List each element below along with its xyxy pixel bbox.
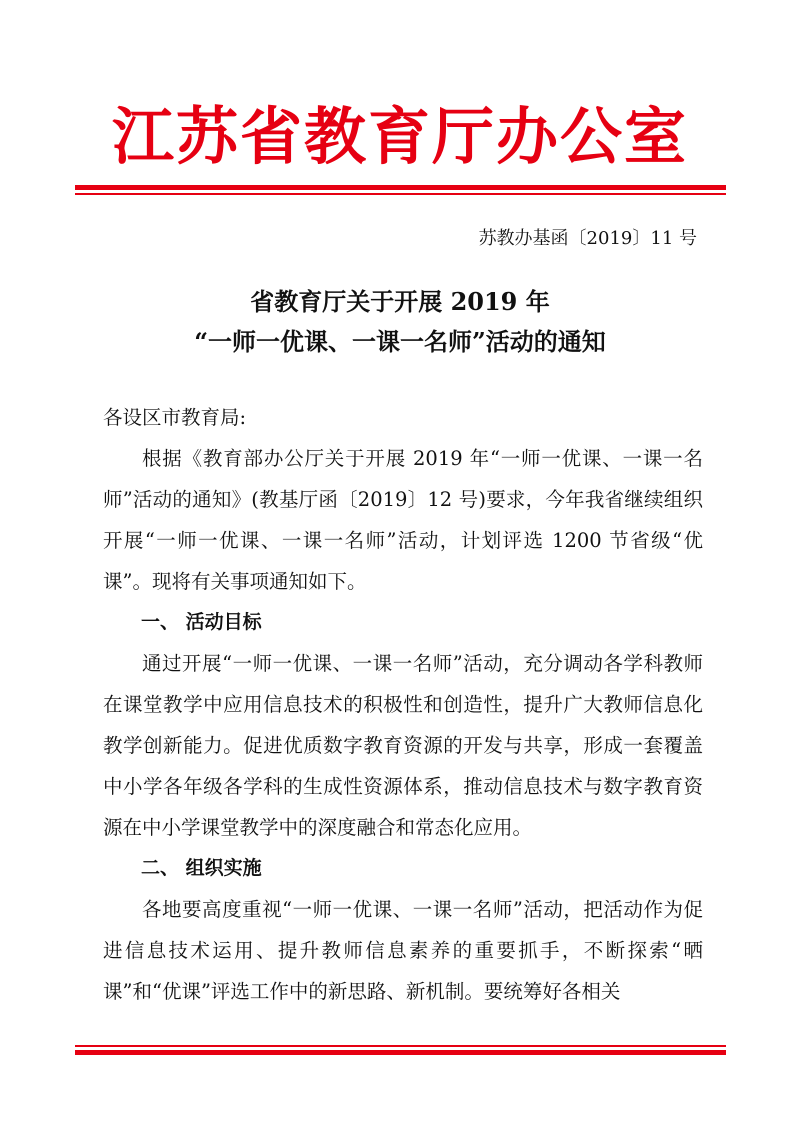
section-2-paragraph: 各地要高度重视“一师一优课、一课一名师”活动，把活动作为促进信息技术运用、提升教师信息素养的重要抓手，不断探索“晒课”和“优课”评选工作中的新思路、新机制。要统筹好各相关 [103,898,703,1003]
document-body [103,397,703,1012]
section-1-heading: 一、 活动目标 [141,611,262,633]
header-rule-thick [75,185,726,190]
salutation: 各设区市教育局: [103,406,247,429]
section-2-heading: 二、 组织实施 [141,857,262,879]
issuing-office-title: 江苏省教育厅办公室 [111,100,688,173]
footer-rule-thin [75,1045,726,1047]
document-title [0,282,800,362]
document-number: 苏教办基函〔2019〕11 号 [478,228,697,249]
document-title-line-1: 省教育厅关于开展 2019 年 [250,287,550,316]
document-title-line-2: “一师一优课、一课一名师”活动的通知 [194,327,606,356]
section-1-paragraph: 通过开展“一师一优课、一课一名师”活动，充分调动各学科教师在课堂教学中应用信息技术的积极性和创造性，提升广大教师信息化教学创新能力。促进优质数字教育资源的开发与共享，形成一套覆盖中小学各年级各学科的生成性资源体系，推动信息技术与数字教育资源在中小学课堂教学中的深度融合和常态化应用。 [103,652,703,839]
intro-paragraph: 根据《教育部办公厅关于开展 2019 年“一师一优课、一课一名师”活动的通知》(教基厅函〔2019〕12 号)要求，今年我省继续组织开展“一师一优课、一课一名师”活动，计划评选 1200 节省级“优课”。现将有关事项通知如下。 [103,447,703,593]
header-rule-thin [75,193,726,195]
footer-rule-thick [75,1050,726,1055]
